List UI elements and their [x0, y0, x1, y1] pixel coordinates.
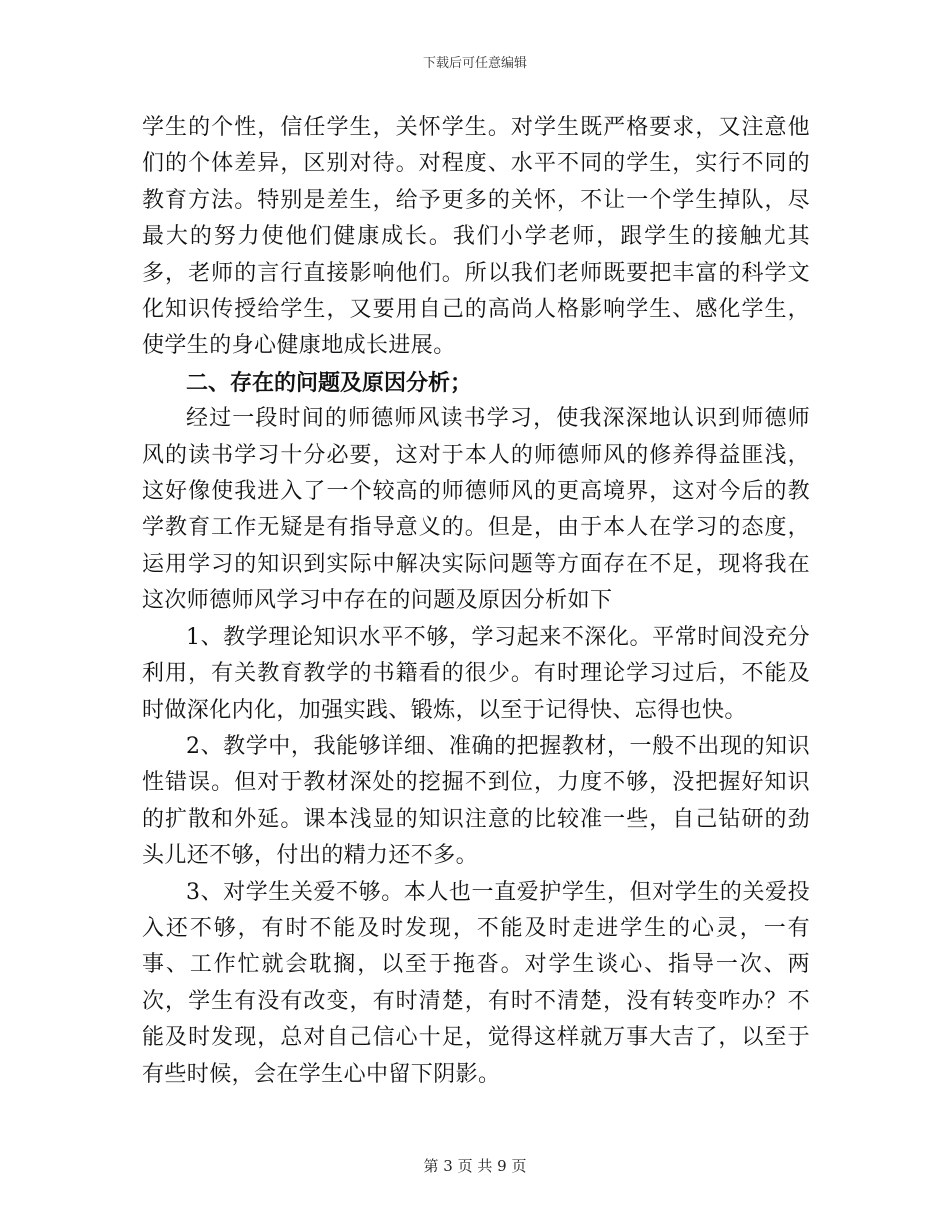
- page-number: 第 3 页 共 9 页: [423, 1157, 527, 1175]
- paragraph-continued: 学生的个性，信任学生，关怀学生。对学生既严格要求，又注意他们的个体差异，区别对待。对程度、水平不同的学生，实行不同的教育方法。特别是差生，给予更多的关怀，不让一个学生掉队，尽最大的努力使他们健康成长。我们小学老师，跟学生的接触尤其多，老师的言行直接影响他们。所以我们老师既要把丰富的科学文化知识传授给学生，又要用自己的高尚人格影响学生、感化学生，使学生的身心健康地成长进展。: [142, 115, 810, 359]
- document-body: [142, 110, 810, 1093]
- list-item-2: 2、教学中，我能够详细、准确的把握教材，一般不出现的知识性错误。但对于教材深处的挖掘不到位，力度不够，没把握好知识的扩散和外延。课本浅显的知识注意的比较准一些，自己钻研的劲头儿还不够，付出的精力还不多。: [142, 733, 810, 869]
- paragraph-intro: 经过一段时间的师德师风读书学习，使我深深地认识到师德师风的读书学习十分必要，这对于本人的师德师风的修养得益匪浅，这好像使我进入了一个较高的师德师风的更高境界，这对今后的教学教育工作无疑是有指导意义的。但是，由于本人在学习的态度，运用学习的知识到实际中解决实际问题等方面存在不足，现将我在这次师德师风学习中存在的问题及原因分析如下: [142, 406, 810, 614]
- header-note: 下载后可任意编辑: [422, 56, 527, 71]
- section-heading: 二、存在的问题及原因分析；: [186, 369, 473, 396]
- list-item-1: 1、教学理论知识水平不够，学习起来不深化。平常时间没充分利用，有关教育教学的书籍看的很少。有时理论学习过后，不能及时做深化内化，加强实践、锻炼，以至于记得快、忘得也快。: [142, 624, 810, 723]
- list-item-3: 3、对学生关爱不够。本人也一直爱护学生，但对学生的关爱投入还不够，有时不能及时发现，不能及时走进学生的心灵，一有事、工作忙就会耽搁，以至于拖沓。对学生谈心、指导一次、两次，学生有没有改变，有时清楚，有时不清楚，没有转变咋办？不能及时发现，总对自己信心十足，觉得这样就万事大吉了，以至于有些时候，会在学生心中留下阴影。: [142, 879, 810, 1087]
